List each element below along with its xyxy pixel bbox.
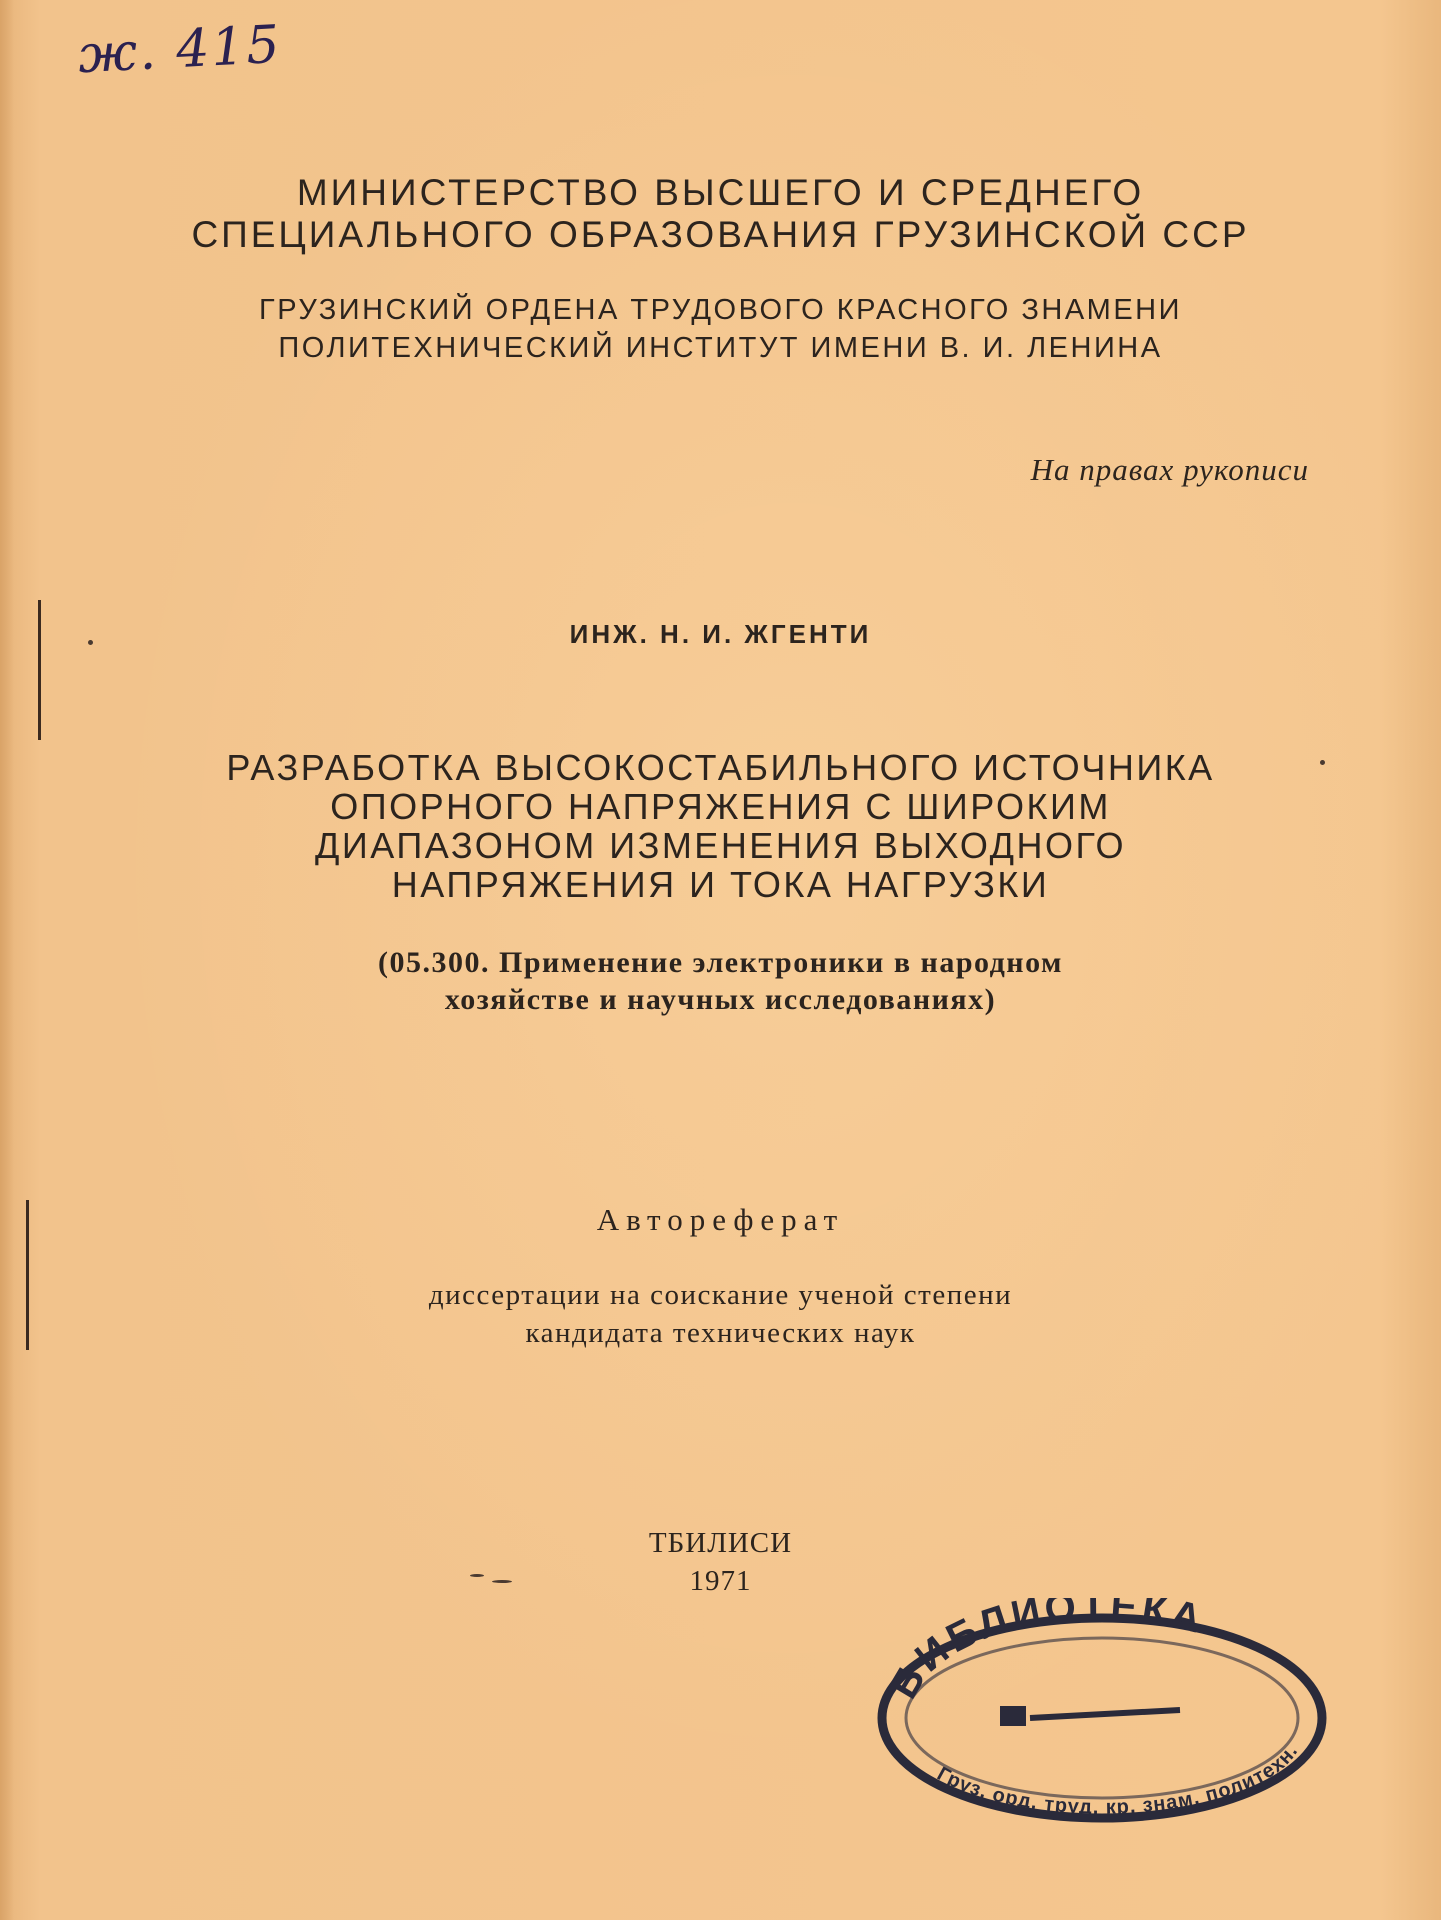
ministry-line-2: СПЕЦИАЛЬНОГО ОБРАЗОВАНИЯ ГРУЗИНСКОЙ ССР: [191, 214, 1250, 255]
title-line-1: РАЗРАБОТКА ВЫСОКОСТАБИЛЬНОГО ИСТОЧНИКА: [226, 747, 1215, 788]
specialty-line-1: (05.300. Применение электроники в народном: [378, 946, 1063, 979]
svg-text:БИБЛИОТЕКА: [882, 1598, 1210, 1706]
ink-speck: [470, 1574, 484, 1577]
specialty-line-2: хозяйстве и научных исследованиях): [444, 983, 997, 1016]
rights-note: На правах рукописи: [1030, 452, 1309, 487]
stamp-graphic: [862, 1598, 1332, 1828]
library-stamp: [862, 1598, 1332, 1828]
author: ИНЖ. Н. И. ЖГЕНТИ: [569, 619, 872, 649]
stamp-bottom-text: Груз. орд. труд. кр. знам. политехн.: [933, 1740, 1303, 1819]
ink-speck: [1320, 760, 1325, 765]
handwritten-catalog-number: ж. 415: [76, 14, 283, 86]
ink-speck: [492, 1580, 512, 1583]
degree-line-1: диссертации на соискание ученой степени: [428, 1279, 1013, 1311]
stamp-fill-line: [1030, 1710, 1180, 1718]
city: ТБИЛИСИ: [648, 1527, 793, 1559]
ministry-line-1: МИНИСТЕРСТВО ВЫСШЕГО И СРЕДНЕГО: [296, 172, 1145, 213]
title-line-3: ДИАПАЗОНОМ ИЗМЕНЕНИЯ ВЫХОДНОГО: [315, 825, 1126, 866]
institute-line-1: ГРУЗИНСКИЙ ОРДЕНА ТРУДОВОГО КРАСНОГО ЗНАМЕНИ: [259, 294, 1182, 326]
stamp-top-text: БИБЛИОТЕКА: [881, 1598, 1210, 1707]
title-line-4: НАПРЯЖЕНИЯ И ТОКА НАГРУЗКИ: [391, 864, 1050, 905]
stamp-number-box: [1000, 1706, 1026, 1726]
ink-speck: [88, 640, 93, 645]
degree-line-2: кандидата технических наук: [525, 1317, 916, 1349]
institute-line-2: ПОЛИТЕХНИЧЕСКИЙ ИНСТИТУТ ИМЕНИ В. И. ЛЕНИНА: [278, 332, 1163, 364]
document-type: Автореферат: [596, 1202, 845, 1237]
year: 1971: [689, 1565, 752, 1597]
title-line-2: ОПОРНОГО НАПРЯЖЕНИЯ С ШИРОКИМ: [330, 786, 1111, 827]
